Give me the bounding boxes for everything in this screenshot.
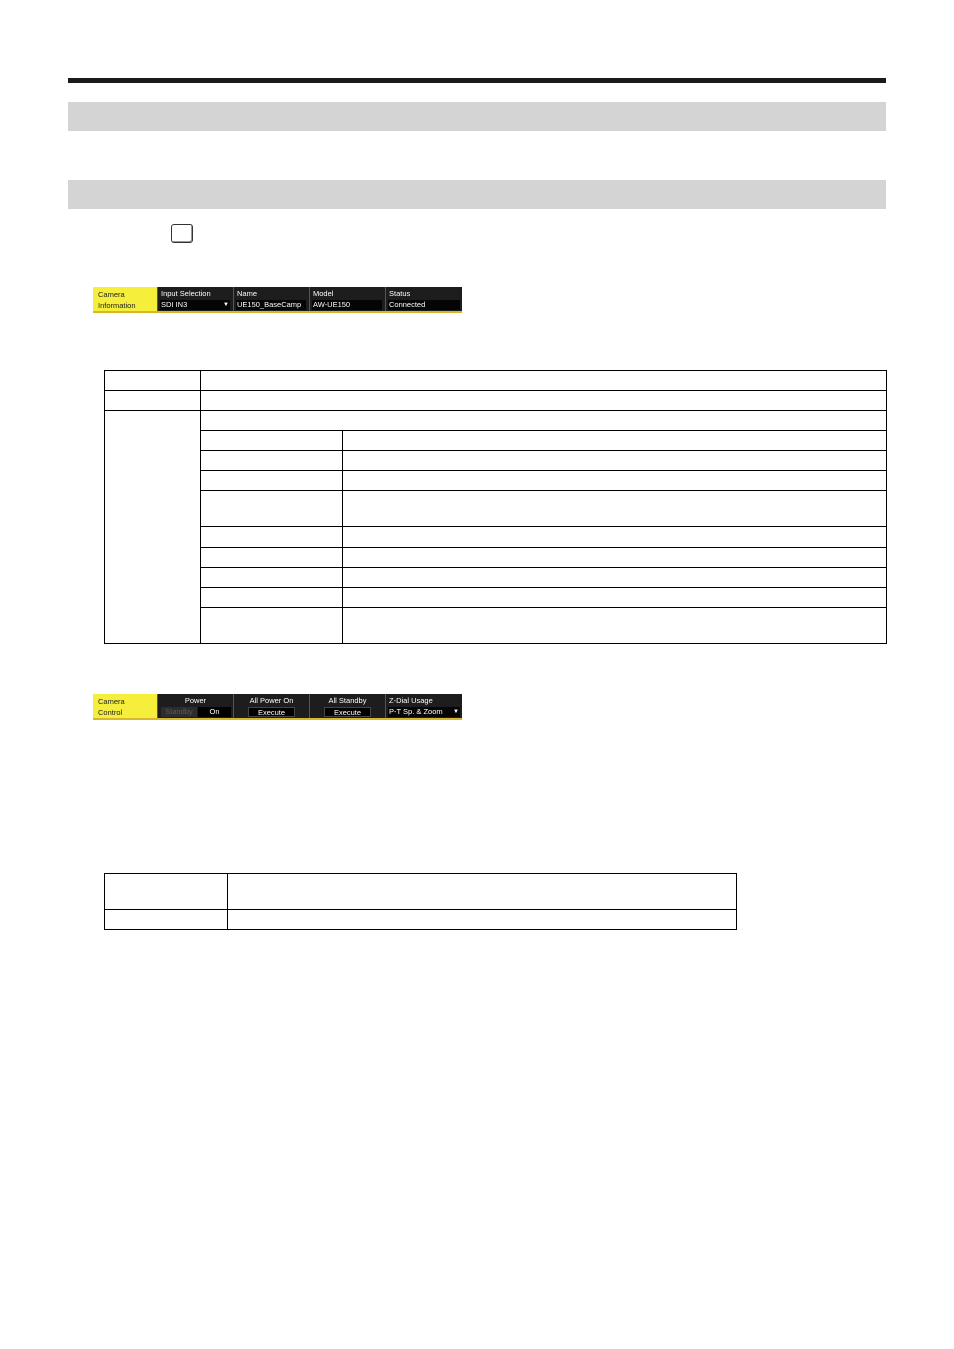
power-standby-button[interactable]: Standby xyxy=(161,707,197,717)
all-power-on-execute-button[interactable]: Execute xyxy=(248,707,295,717)
input-selection-value: SDI IN3 xyxy=(161,300,188,309)
dropdown-arrow-icon: ▼ xyxy=(453,709,459,715)
all-power-on-cell xyxy=(233,694,309,718)
camera-control-caption: Camera Control xyxy=(93,694,157,718)
table-row-line xyxy=(200,526,887,527)
z-dial-usage-label: Z-Dial Usage xyxy=(389,696,433,705)
control-table xyxy=(104,873,737,930)
name-cell xyxy=(233,287,308,311)
dropdown-arrow-icon: ▼ xyxy=(223,302,229,308)
input-selection-cell[interactable] xyxy=(157,287,232,311)
camera-control-panel xyxy=(93,694,462,720)
table-row-line xyxy=(200,450,887,451)
table-row-line xyxy=(200,470,887,471)
z-dial-usage-cell[interactable] xyxy=(385,694,462,718)
info-table xyxy=(104,370,887,644)
input-selection-label: Input Selection xyxy=(161,289,211,298)
power-cell xyxy=(157,694,233,718)
table-row-line xyxy=(200,547,887,548)
model-cell xyxy=(309,287,384,311)
z-dial-usage-value: P-T Sp. & Zoom xyxy=(389,707,443,716)
table-row-line xyxy=(200,490,887,491)
power-on-button[interactable]: On xyxy=(198,707,231,717)
input-selection-dropdown[interactable] xyxy=(160,300,230,310)
table-row-line xyxy=(200,587,887,588)
section-heading-band-1 xyxy=(68,102,886,131)
z-dial-usage-dropdown[interactable] xyxy=(388,707,460,717)
all-standby-label: All Standby xyxy=(328,696,367,705)
table-row-line xyxy=(200,430,887,431)
name-label: Name xyxy=(237,289,258,298)
table-row-line xyxy=(104,390,887,391)
status-cell xyxy=(385,287,462,311)
power-label: Power xyxy=(184,696,207,705)
name-value: UE150_BaseCamp xyxy=(236,300,306,310)
table-row-line xyxy=(200,567,887,568)
camera-information-caption: Camera Information xyxy=(93,287,157,311)
camera-information-panel xyxy=(93,287,462,313)
table-row-line xyxy=(104,909,737,910)
status-label: Status xyxy=(389,289,411,298)
top-rule xyxy=(68,78,886,83)
table-divider xyxy=(227,873,228,930)
all-standby-execute-button[interactable]: Execute xyxy=(324,707,371,717)
table-divider xyxy=(200,370,201,644)
model-value: AW-UE150 xyxy=(312,300,382,310)
table-row-line xyxy=(200,607,887,608)
table-divider xyxy=(342,430,343,644)
model-label: Model xyxy=(313,289,334,298)
all-power-on-label: All Power On xyxy=(249,696,294,705)
table-row-line xyxy=(104,410,887,411)
all-standby-cell xyxy=(309,694,385,718)
button-key-icon xyxy=(171,224,193,243)
section-heading-band-2 xyxy=(68,180,886,209)
status-value: Connected xyxy=(388,300,460,310)
